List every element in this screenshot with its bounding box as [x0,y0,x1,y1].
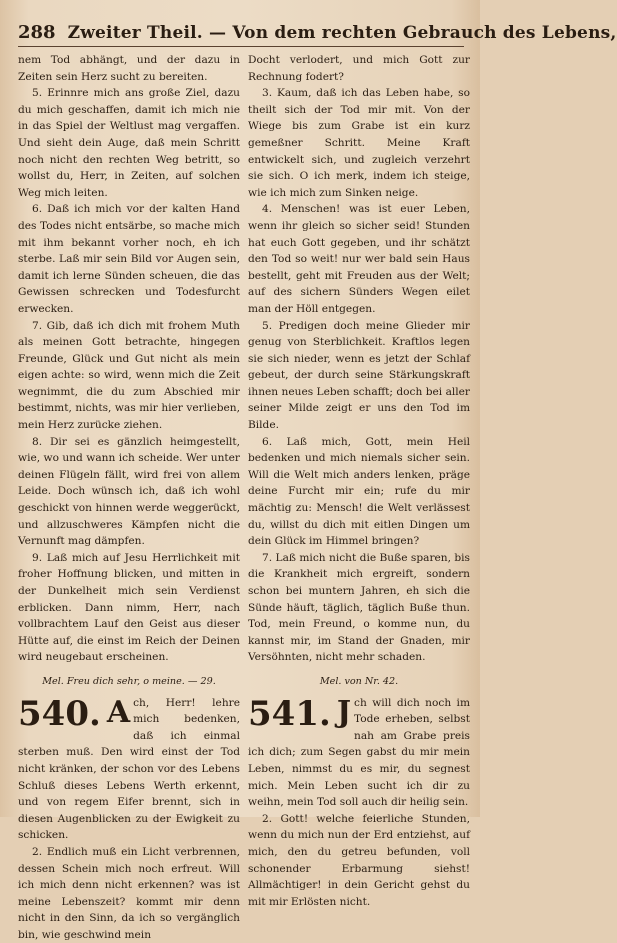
stanza-paragraph: 5. Predigen doch meine Glieder mir genug von Sterblichkeit. Kraftlos legen sie sich nieder, wenn es jetzt der Schlaf gebeut, der durch seine Stärkungskraft ihnen neues Leben schafft; doch bei aller seiner Milde zeigt er uns den Tod im Bilde. [248,319,470,432]
hymn-melody-note: Mel. Freu dich sehr, o meine. — 29. [42,675,216,687]
stanza-paragraph: 4. Menschen! was ist euer Leben, wenn ihr gleich so sicher seid! Stunden hat euch Gott gegeben, und ihr schätzt den Tod so weit! nur wer bald sein Haus bestellt, geht mit Freuden aus der Welt; auf des sichern Sünders Wegen eilet man der Höll entgegen. [248,203,470,315]
stanza-paragraph: 2. Gott! welche feierliche Stunden, wenn du mich nun der Erd entziehst, auf mich, den du getreu befunden, voll schonender Erbarmung siehst! Allmächtiger! in dein Gericht gehst du mit mir Erlösten nicht. [248,812,470,908]
hymn-number: 541. [248,693,331,734]
hymn-first-stanza [18,695,240,844]
hymn-melody-note: Mel. von Nr. 42. [319,675,399,687]
right-column [248,52,470,910]
running-header [18,22,617,47]
stanza-paragraph: 8. Dir sei es gänzlich heimgestellt, wie, wo und wann ich scheide. Wer unter deinen Flügeln fällt, wird frei von allem Leide. Doch wünsch ich, daß ich wohl geschickt von hinnen werde weggerückt, und allzuschweres Kämpfen nicht die Vernunft mag dämpfen. [18,435,240,548]
right-hymn-paragraphs [248,811,470,911]
hymn-first-stanza-text: ch, Herr! lehre mich bedenken, daß ich einmal sterben muß. Den wird einst der Tod nicht kränken, der schon vor des Lebens Schluß dieses Lebens Werth erkennt, und von regem Eifer brennt, sich in diesen Augenblicken zu der Ewigkeit zu schicken. [18,696,240,842]
running-title: Zweiter Theil. — Von dem rechten Gebrauch des Lebens, [67,23,617,43]
stanza-paragraph: 6. Laß mich, Gott, mein Heil bedenken und mich niemals sicher sein. Will die Welt mich anders lenken, präge deine Furcht mir ein; rufe du mir mächtig zu: Mensch! die Welt verlässest du, willst du dich mit eitlen Dingen um dein Glück im Himmel bringen? [248,435,470,548]
stanza-paragraph: 5. Erinnre mich ans große Ziel, dazu du mich geschaffen, damit ich mich nie in das Spiel der Weltlust mag vergaffen. Und sieht dein Auge, daß mein Schritt noch nicht den rechten Weg betritt, so wollst du, Herr, in Zeiten, auf solchen Weg mich leiten. [18,87,240,199]
page-number: 288 [18,22,56,43]
stanza-paragraph: 2. Endlich muß ein Licht verbrennen, dessen Schein mich noch erfreut. Will ich mich denn nicht erkennen? was ist meine Lebenszeit? kommt mir denn nicht in den Sinn, da ich so vergänglich bin, wie geschwind mein [18,845,240,941]
stanza-paragraph: 6. Daß ich mich vor der kalten Hand des Todes nicht entsärbe, so mache mich mit ihm bekannt vorher noch, eh ich sterbe. Laß mir sein Bild vor Augen sein, damit ich lerne Sünden scheuen, die das Gewissen schrecken und Todesfurcht erwecken. [18,203,240,315]
stanza-paragraph: Docht verlodert, und mich Gott zur Rechnung fodert? [248,54,470,83]
hymn-initial-letter: J [336,694,352,730]
stanza-paragraph: nem Tod abhängt, und der dazu in Zeiten sein Herz sucht zu bereiten. [18,54,240,83]
left-hymn-paragraphs [18,844,240,943]
hymn-first-stanza-text: ch will dich noch im Tode erheben, selbst nah am Grabe preis ich dich; zum Segen gabst du mir mein Leben, nimmst du es mir, du segnest mich. Mein Leben sucht ich dir zu weihn, mein Tod soll auch dir heilig sein. [248,696,470,809]
left-paragraphs [18,52,240,666]
hymn-number: 540. [18,693,101,734]
stanza-paragraph: 3. Kaum, daß ich das Leben habe, so theilt sich der Tod mir mit. Von der Wiege bis zum Grabe ist ein kurz gemeßner Schritt. Meine Kraft entwickelt sich, und zugleich verzehrt sie sich. O ich merk, indem ich steige, wie ich mich zum Sinken neige. [248,87,470,199]
hymn-first-stanza [248,695,470,811]
stanza-paragraph: 7. Gib, daß ich dich mit frohem Muth als meinen Gott betrachte, hingegen Freunde, Glück und Gut nicht als mein eigen achte: so wird, wenn mich die Zeit wegnimmt, die du zum Abschied mir bestimmt, nichts, was mir hier verlieben, mein Herz zurücke ziehen. [18,319,240,432]
stanza-paragraph: 7. Laß mich nicht die Buße sparen, bis die Krankheit mich ergreift, sondern schon bei muntern Jahren, eh sich die Sünde häuft, täglich, täglich Buße thun. Tod, mein Freund, o komme nun, du kannst mir, im Stand der Gnaden, mir Versöhnten, nicht mehr schaden. [248,551,470,664]
stanza-paragraph: 9. Laß mich auf Jesu Herrlichkeit mit froher Hoffnung blicken, und mitten in der Dunkelheit mich sein Verdienst erblicken. Dann nimm, Herr, nach vollbrachtem Lauf den Geist aus dieser Hütte auf, die einst im Reich der Deinen wird neugebaut erscheinen. [18,551,240,664]
right-paragraphs [248,52,470,666]
hymn-initial-letter: A [106,694,131,730]
left-column [18,52,240,943]
